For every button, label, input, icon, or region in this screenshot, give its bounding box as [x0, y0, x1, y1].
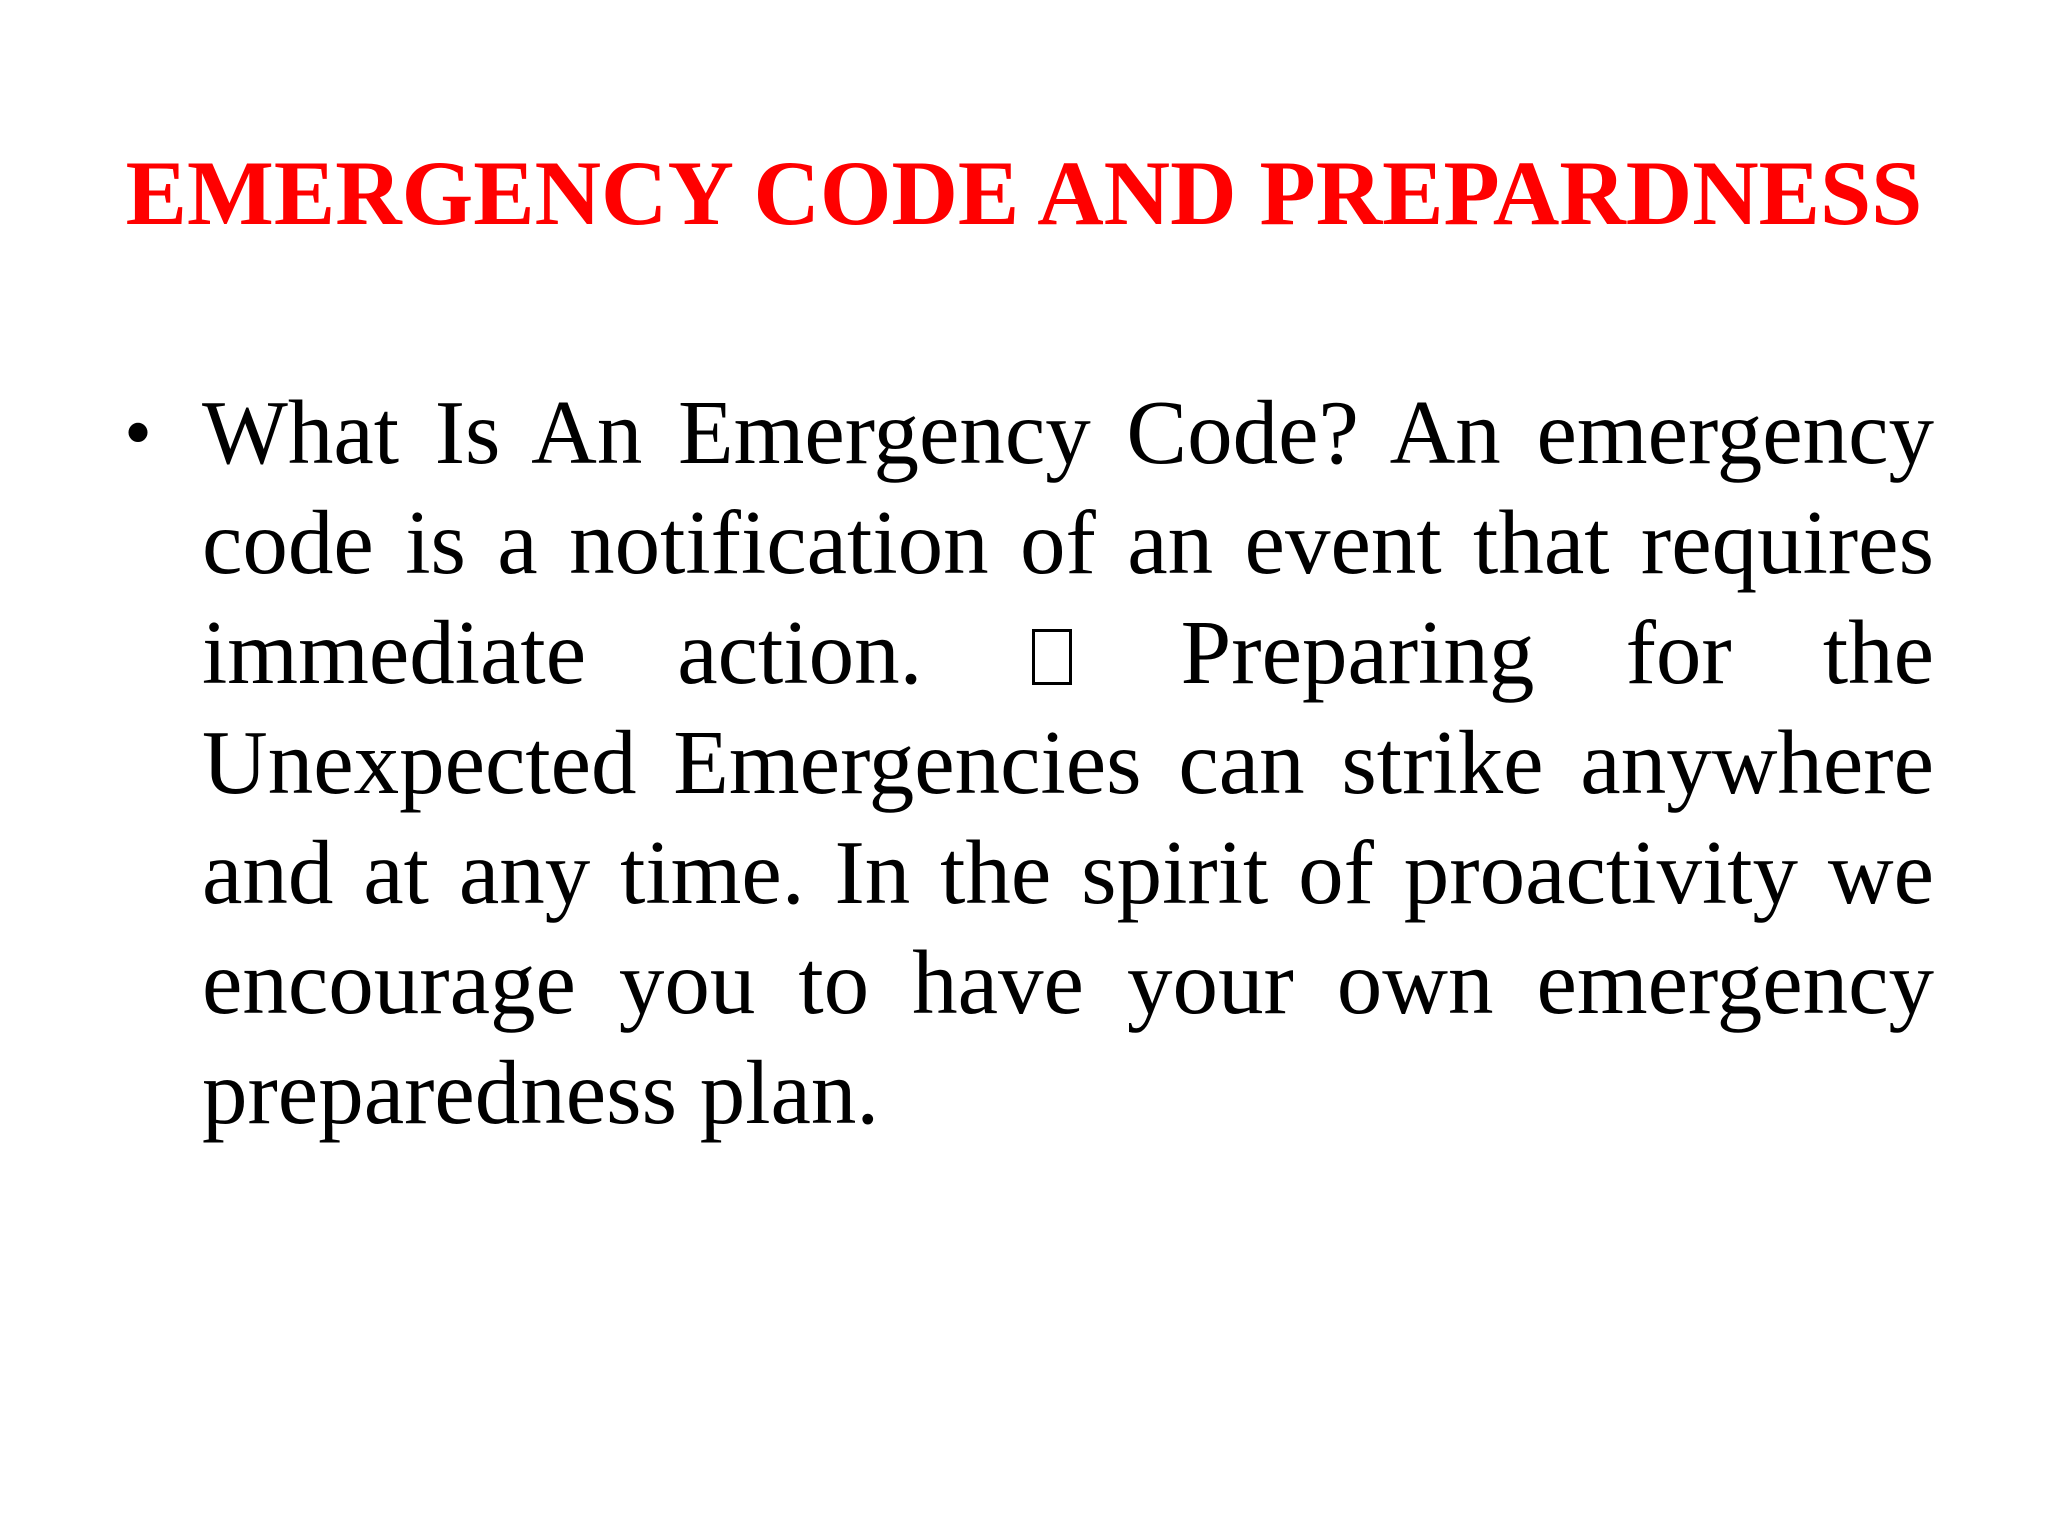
bullet-text-part-1: What Is An Emergency Code? An emergency code is a notification of an event that requires immediate action.: [202, 382, 1934, 703]
missing-glyph-box-icon: [1032, 629, 1072, 685]
bullet-dot-icon: •: [124, 389, 153, 477]
bullet-list: [124, 378, 1934, 1148]
slide-title: EMERGENCY CODE AND PREPARDNESS: [125, 142, 1923, 244]
bullet-text-part-2: Preparing for the Unexpected Emergencies can strike anywhere and at any time. In the spirit of proactivity we encourage you to have your own emergency preparedness plan.: [202, 602, 1935, 1143]
bullet-item: [124, 378, 1934, 1148]
